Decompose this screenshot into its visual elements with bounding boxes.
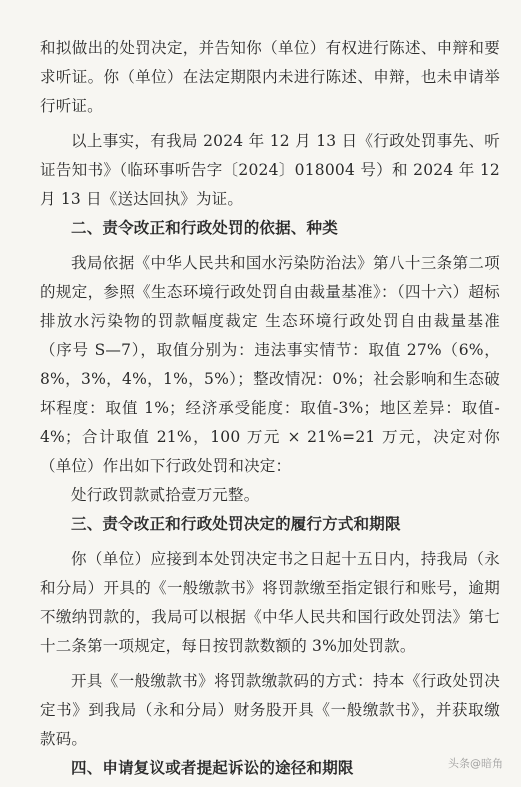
section-heading-3: 三、责令改正和行政处罚决定的履行方式和期限 [71, 515, 401, 533]
paragraph-penalty: 处行政罚款贰拾壹万元整。 [71, 486, 260, 504]
paragraph-payment: 你（单位）应接到本处罚决定书之日起十五日内，持我局（永和分局）开具的《一般缴款书》将罚款缴至指定银行和账号，逾期不缴纳罚款的，我局可以根据《中华人民共和国行政处罚法》第七十二条第一项规定，每日按罚款数额的 3%加处罚款。 [40, 550, 500, 655]
watermark: 头条@暗角 [448, 757, 503, 770]
paragraph-notice: 和拟做出的处罚决定，并告知你（单位）有权进行陈述、申辩和要求听证。你（单位）在法定期限内未进行陈述、申辩，也未申请举行听证。 [40, 39, 500, 115]
section-heading-4: 四、申请复议或者提起诉讼的途径和期限 [71, 759, 354, 777]
paragraph-basis: 我局依据《中华人民共和国水污染防治法》第八十三条第二项的规定，参照《生态环境行政处罚自由裁量基准》：（四十六）超标排放水污染物的罚款幅度裁定 生态环境行政处罚自由裁量基准（序号 S—7），取值分别为：违法事实情节：取值 27%（6%，8%，3%，4%，1%，5%）；整改情况：0%；社会影响和生态破坏程度：取值 1%；经济承受能度：取值-3%；地区差异：取值-4%；合计取值 21%，100 万元 × 21%=21 万元，决定对你（单位）作出如下行政处罚和决定： [40, 254, 500, 475]
paragraph-facts: 以上事实，有我局 2024 年 12 月 13 日《行政处罚事先、听证告知书》（临环事听告字〔2024〕018004 号）和 2024 年 12 月 13 日《送达回执》为证。 [40, 132, 500, 208]
paragraph-payment-method: 开具《一般缴款书》将罚款缴款码的方式：持本《行政处罚决定书》到我局（永和分局）财务股开具《一般缴款书》，并获取缴款码。 [40, 672, 500, 748]
document-body [40, 34, 500, 783]
section-heading-2: 二、责令改正和行政处罚的依据、种类 [71, 219, 338, 237]
